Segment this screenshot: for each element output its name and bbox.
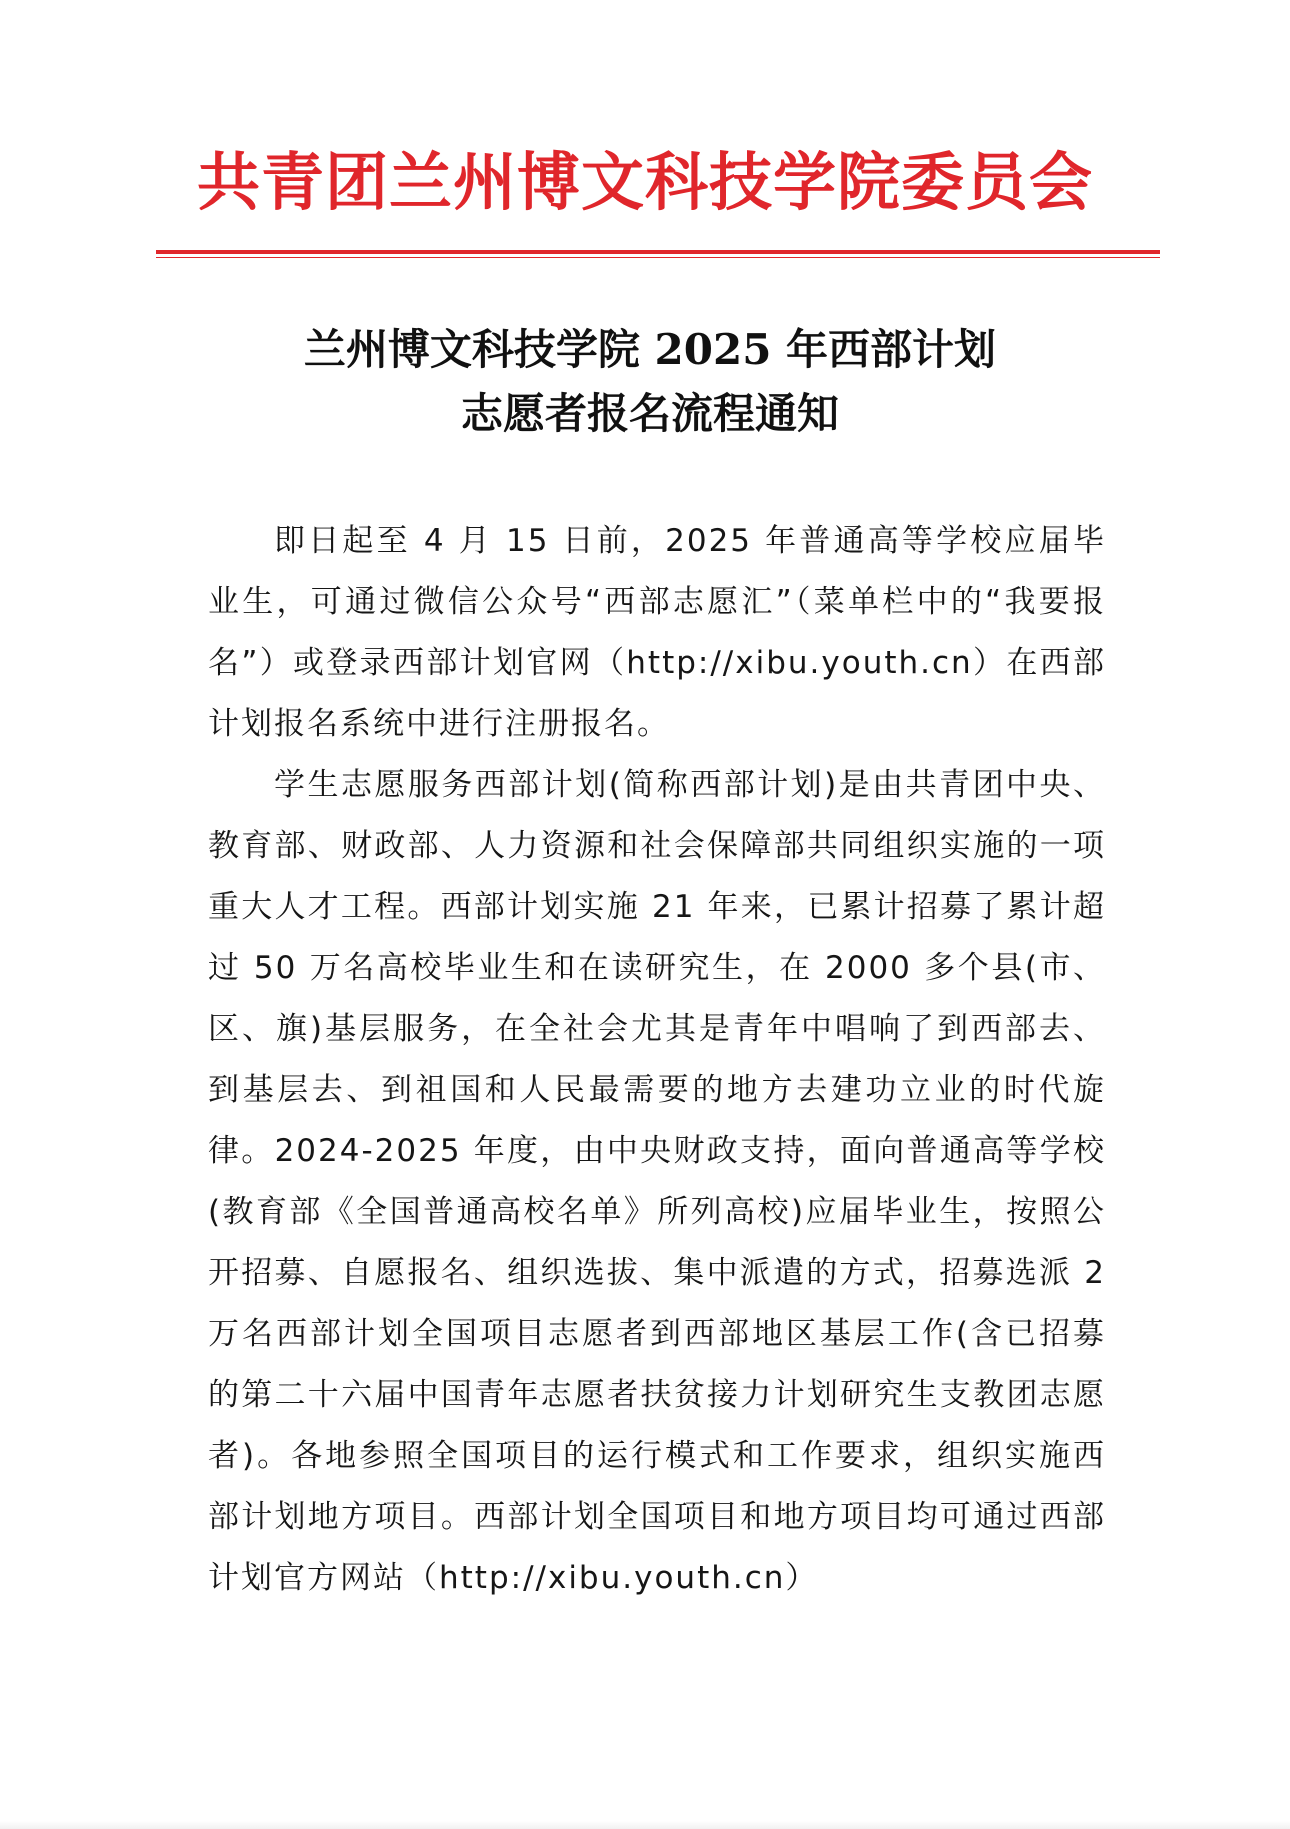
document-title-line-2: 志愿者报名流程通知: [460, 389, 839, 438]
body-paragraph-program-introduction: 学生志愿服务西部计划(简称西部计划)是由共青团中央、教育部、财政部、人力资源和社会保障部共同组织实施的一项重大人才工程。西部计划实施 21 年来，已累计招募了累计超过 50 万名高校毕业生和在读研究生，在 2000 多个县(市、区、旗)基层服务，在全社会尤其是青年中唱响了到西部去、到基层去、到祖国和人民最需要的地方去建功立业的时代旋律。2024-2025 年度，由中央财政支持，面向普通高等学校(教育部《全国普通高校名单》所列高校)应届毕业生，按照公开招募、自愿报名、组织选拔、集中派遣的方式，招募选派 2 万名西部计划全国项目志愿者到西部地区基层工作(含已招募的第二十六届中国青年志愿者扶贫接力计划研究生支教团志愿者)。各地参照全国项目的运行模式和工作要求，组织实施西部计划地方项目。西部计划全国项目和地方项目均可通过西部计划官方网站（http://xibu.youth.cn）: [208, 767, 1106, 1596]
organization-letterhead: 共青团兰州博文科技学院委员会: [197, 145, 1093, 219]
letterhead-red-rule-thin: [156, 257, 1160, 258]
document-title-line-1: 兰州博文科技学院 2025 年西部计划: [303, 325, 997, 374]
document-title: [180, 318, 1120, 446]
scan-bottom-edge: [0, 1821, 1290, 1829]
body-paragraph-registration: 即日起至 4 月 15 日前，2025 年普通高等学校应届毕业生，可通过微信公众号“西部志愿汇”（菜单栏中的“我要报名”）或登录西部计划官网（http://xibu.youth.cn）在西部计划报名系统中进行注册报名。: [208, 523, 1106, 742]
document-body: [208, 511, 1106, 1609]
letterhead-red-rule: [156, 250, 1160, 254]
